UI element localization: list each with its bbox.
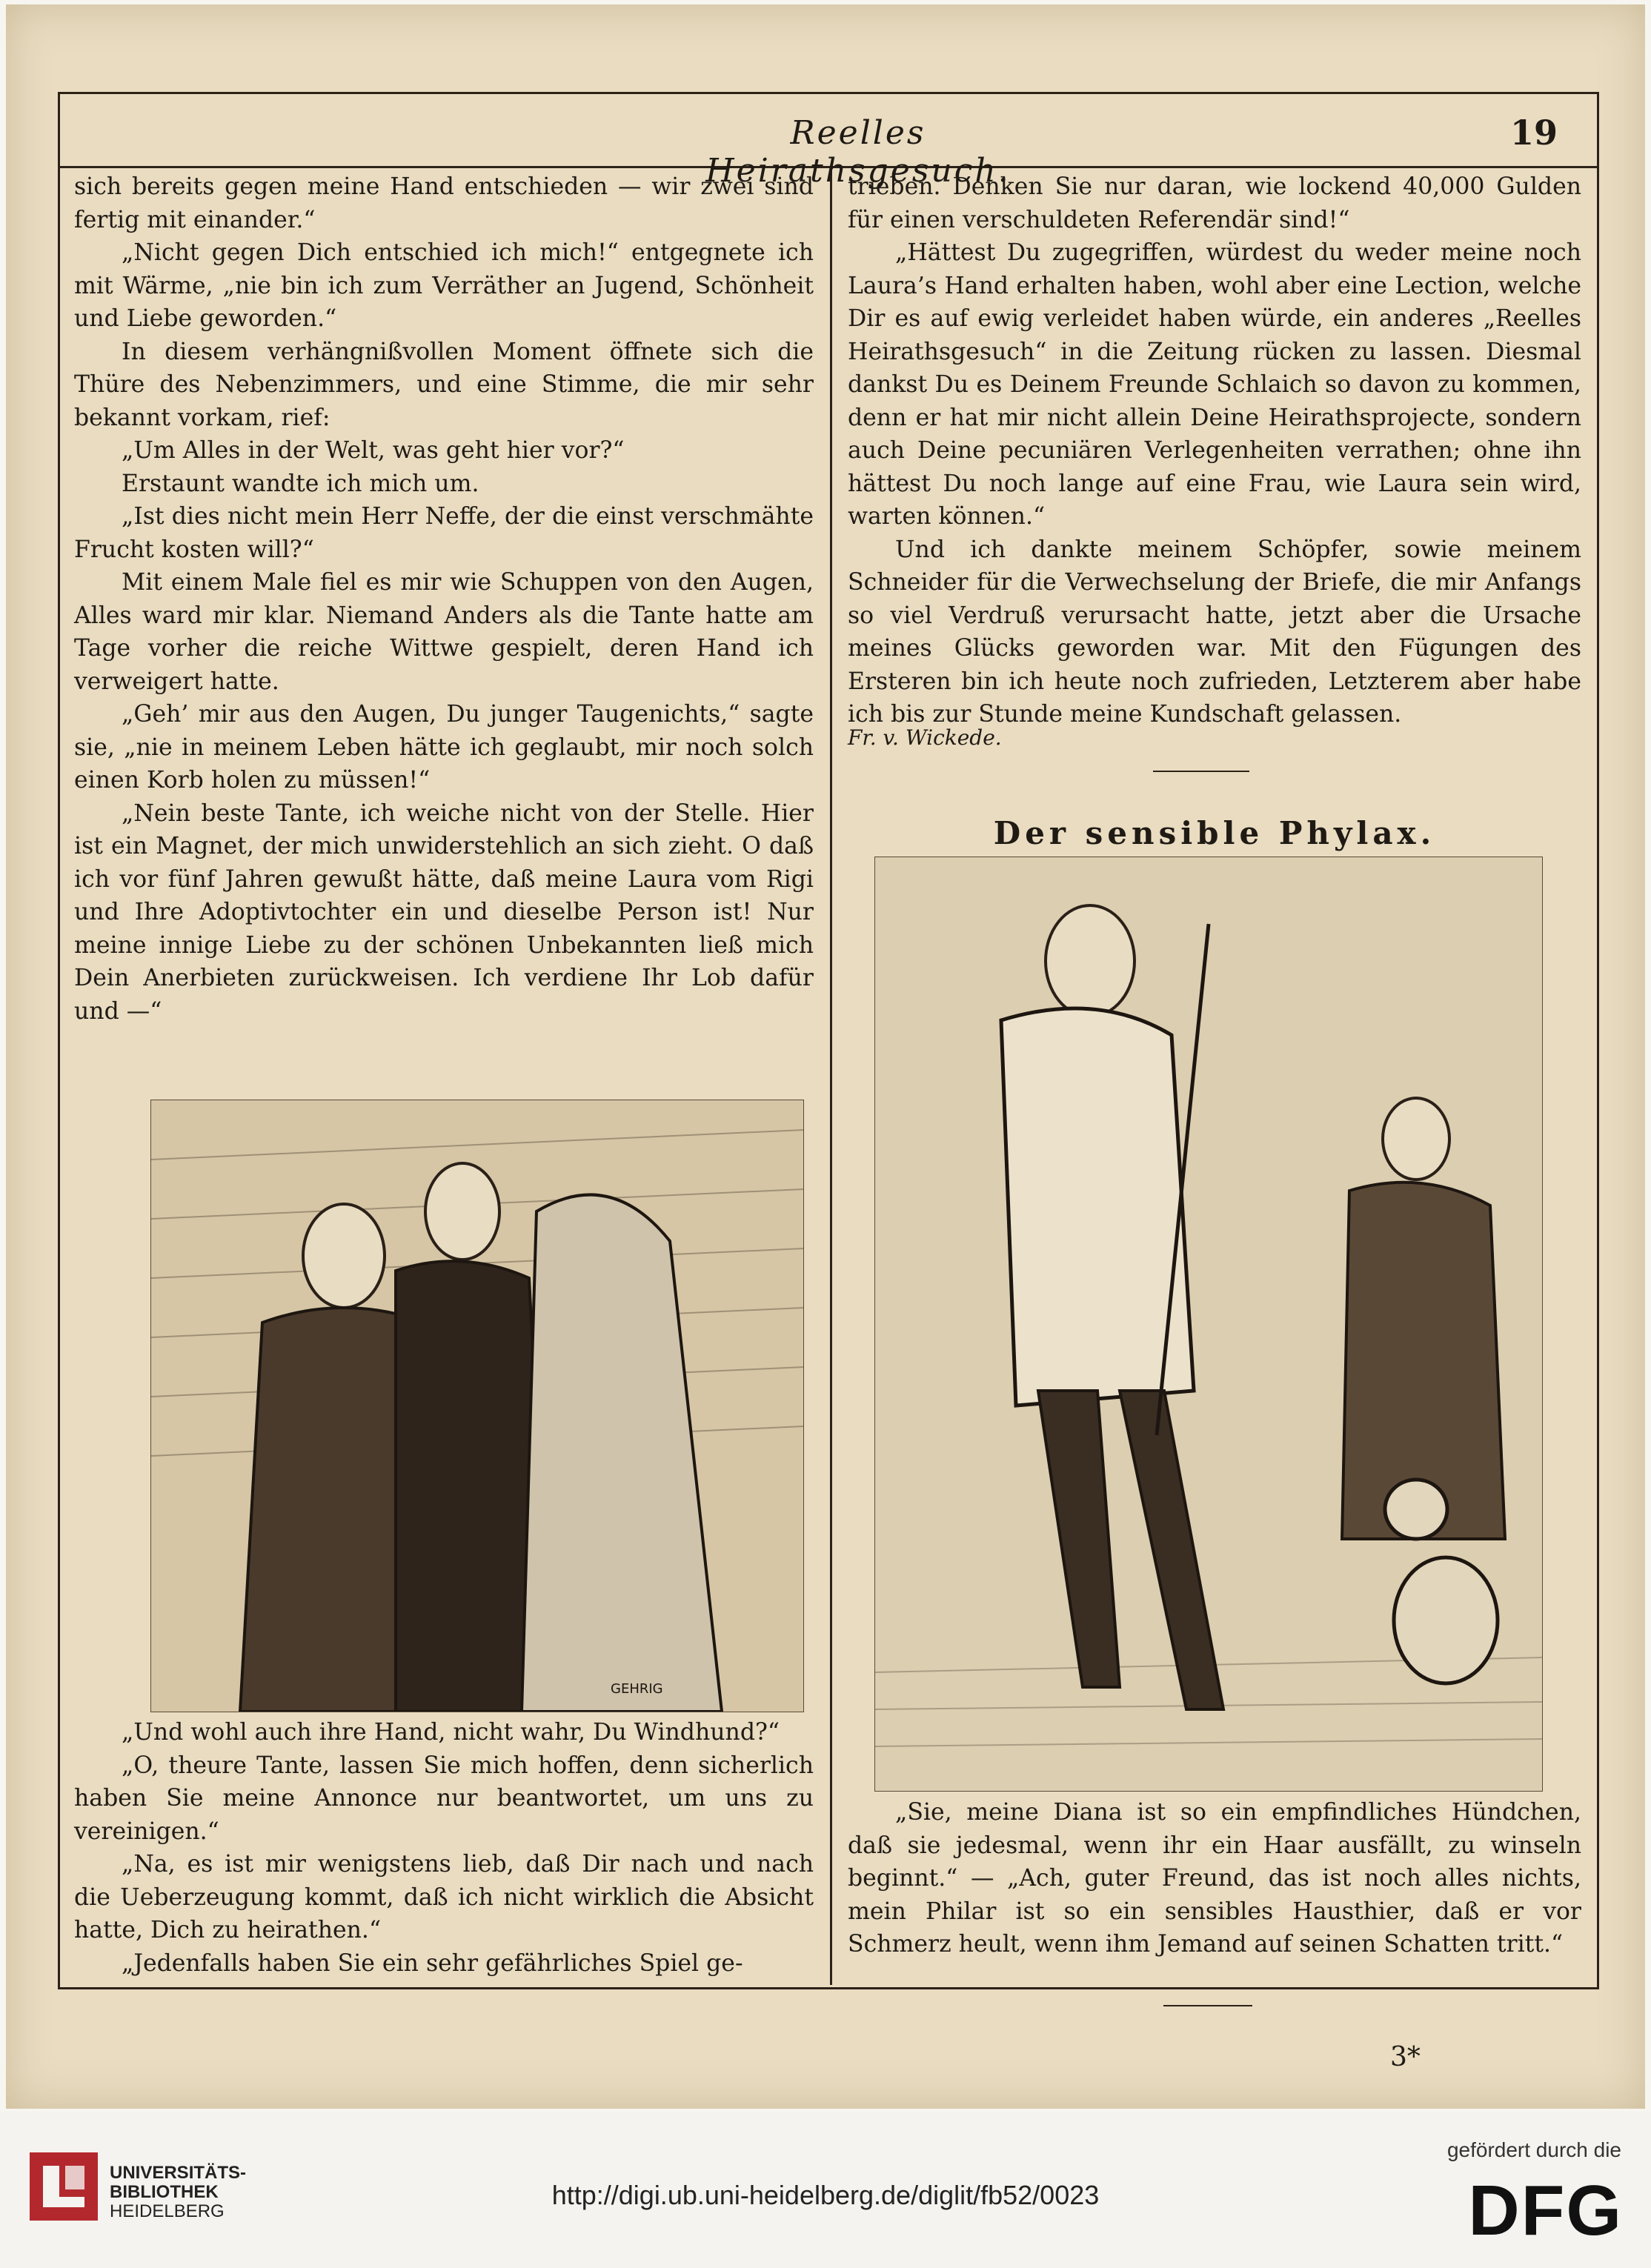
paragraph: Mit einem Male fiel es mir wie Schuppen von den Augen, Alles ward mir klar. Niemand Anders als die Tante hatte am Tage vorher die reiche Wittwe gespielt, deren Hand ich verweigert hatte. [74, 569, 814, 695]
paragraph: „Hättest Du zugegriffen, würdest du weder meine noch Laura’s Hand erhalten haben, wohl aber eine Lection, welche Dir es auf ewig verleidet haben würde, ein anderes „Reelles Heirathsgesuch“ in die Zeitung rücken zu lassen. Diesmal dankst Du es Deinem Freunde Schlaich so davon zu kommen, denn er hat mir nicht allein Deine Heirathsprojecte, sondern auch Deine pecuniären Verlegenheiten verrathen; ohne ihn hättest Du noch lange auf eine Frau, wie Laura sein wird, warten können.“ [848, 239, 1581, 530]
paragraph: „Um Alles in der Welt, was geht hier vor?“ [122, 437, 625, 464]
illustration-man-and-bulldog [874, 857, 1543, 1792]
scanned-page [6, 4, 1645, 2109]
left-column-bottom [74, 1716, 814, 1980]
section-title: Der sensible Phylax. [993, 815, 1436, 851]
digitization-footer [0, 2112, 1651, 2268]
column-divider [830, 168, 832, 1985]
illustration-couple-and-aunt [150, 1100, 804, 1712]
paragraph: Und ich dankte meinem Schöpfer, sowie meinem Schneider für die Verwechselung der Briefe, die mir Anfangs so viel Verdruß verursacht hatte, jetzt aber die Ursache meines Glücks geworden war. Mit den Fügungen des Ersteren bin ich heute noch zufrieden, Letzterem aber habe ich bis zur Stunde meine Kundschaft gelassen. [848, 536, 1581, 728]
right-column-bottom [848, 1796, 1581, 1961]
paragraph: „Sie, meine Diana ist so ein empfindliches Hündchen, daß sie jedesmal, wenn ihr ein Haar ausfällt, zu winseln beginnt.“ — „Ach, guter Freund, das ist noch alles nichts, mein Philar ist so ein sensibles Hausthier, daß er vor Schmerz heult, wenn ihm Jemand auf seinen Schatten tritt.“ [848, 1799, 1581, 1958]
signature-mark: 3* [1390, 2042, 1421, 2072]
paragraph: sich bereits gegen meine Hand entschieden — wir zwei sind fertig mit einander.“ [74, 173, 814, 233]
svg-text:GEHRIG: GEHRIG [611, 1681, 663, 1697]
paragraph: trieben. Denken Sie nur daran, wie lockend 40,000 Gulden für einen verschuldeten Referendär sind!“ [848, 173, 1581, 233]
end-rule [1163, 2005, 1252, 2006]
right-column-top [848, 170, 1581, 731]
left-column-top [74, 170, 814, 1028]
paragraph: „Ist dies nicht mein Herr Neffe, der die einst verschmähte Frucht kosten will?“ [74, 503, 814, 563]
paragraph: Erstaunt wandte ich mich um. [122, 470, 479, 497]
paragraph: „Nein beste Tante, ich weiche nicht von der Stelle. Hier ist ein Magnet, der mich unwiderstehlich an sich zieht. O daß ich vor fünf Jahren gewußt hätte, daß meine Laura vom Rigi und Ihre Adoptivtochter ein und dieselbe Person ist! Nur meine innige Liebe zu der schönen Unbekannten ließ mich Dein Anerbieten zurückweisen. Ich verdiene Ihr Lob dafür und —“ [74, 799, 814, 1025]
page-number: 19 [1510, 113, 1558, 153]
paragraph: „Und wohl auch ihre Hand, nicht wahr, Du Windhund?“ [122, 1719, 780, 1746]
dfg-logo: DFG [1468, 2171, 1623, 2250]
paragraph: „Geh’ mir aus den Augen, Du junger Taugenichts,“ sagte sie, „nie in meinem Leben hätte ich geglaubt, mir noch solch einen Korb holen zu müssen!“ [74, 701, 814, 794]
paragraph: „Na, es ist mir wenigstens lieb, daß Dir nach und nach die Ueberzeugung kommt, daß ich nicht wirklich die Absicht hatte, Dich zu heirathen.“ [74, 1851, 814, 1943]
paragraph: „Nicht gegen Dich entschied ich mich!“ entgegnete ich mit Wärme, „nie bin ich zum Verräther an Jugend, Schönheit und Liebe geworden.“ [74, 239, 814, 332]
section-rule [1153, 771, 1249, 772]
illustrator-signature [611, 1681, 663, 1697]
library-name: UNIVERSITÄTS- BIBLIOTHEK HEIDELBERG [110, 2163, 247, 2221]
paragraph: In diesem verhängnißvollen Moment öffnete sich die Thüre des Nebenzimmers, und eine Stimme, die mir sehr bekannt vorkam, rief: [74, 338, 814, 431]
author-signature: Fr. v. Wickede. [848, 725, 1002, 750]
paragraph: „O, theure Tante, lassen Sie mich hoffen, denn sicherlich haben Sie meine Annonce nur beantwortet, um uns zu vereinigen.“ [74, 1752, 814, 1845]
permalink-url[interactable]: http://digi.ub.uni-heidelberg.de/diglit/fb52/0023 [551, 2180, 1100, 2210]
funding-label: gefördert durch die [1446, 2138, 1621, 2161]
running-head: Reelles Heirathsgesuch. [705, 114, 1011, 190]
paragraph: „Jedenfalls haben Sie ein sehr gefährliches Spiel ge- [122, 1949, 743, 1977]
